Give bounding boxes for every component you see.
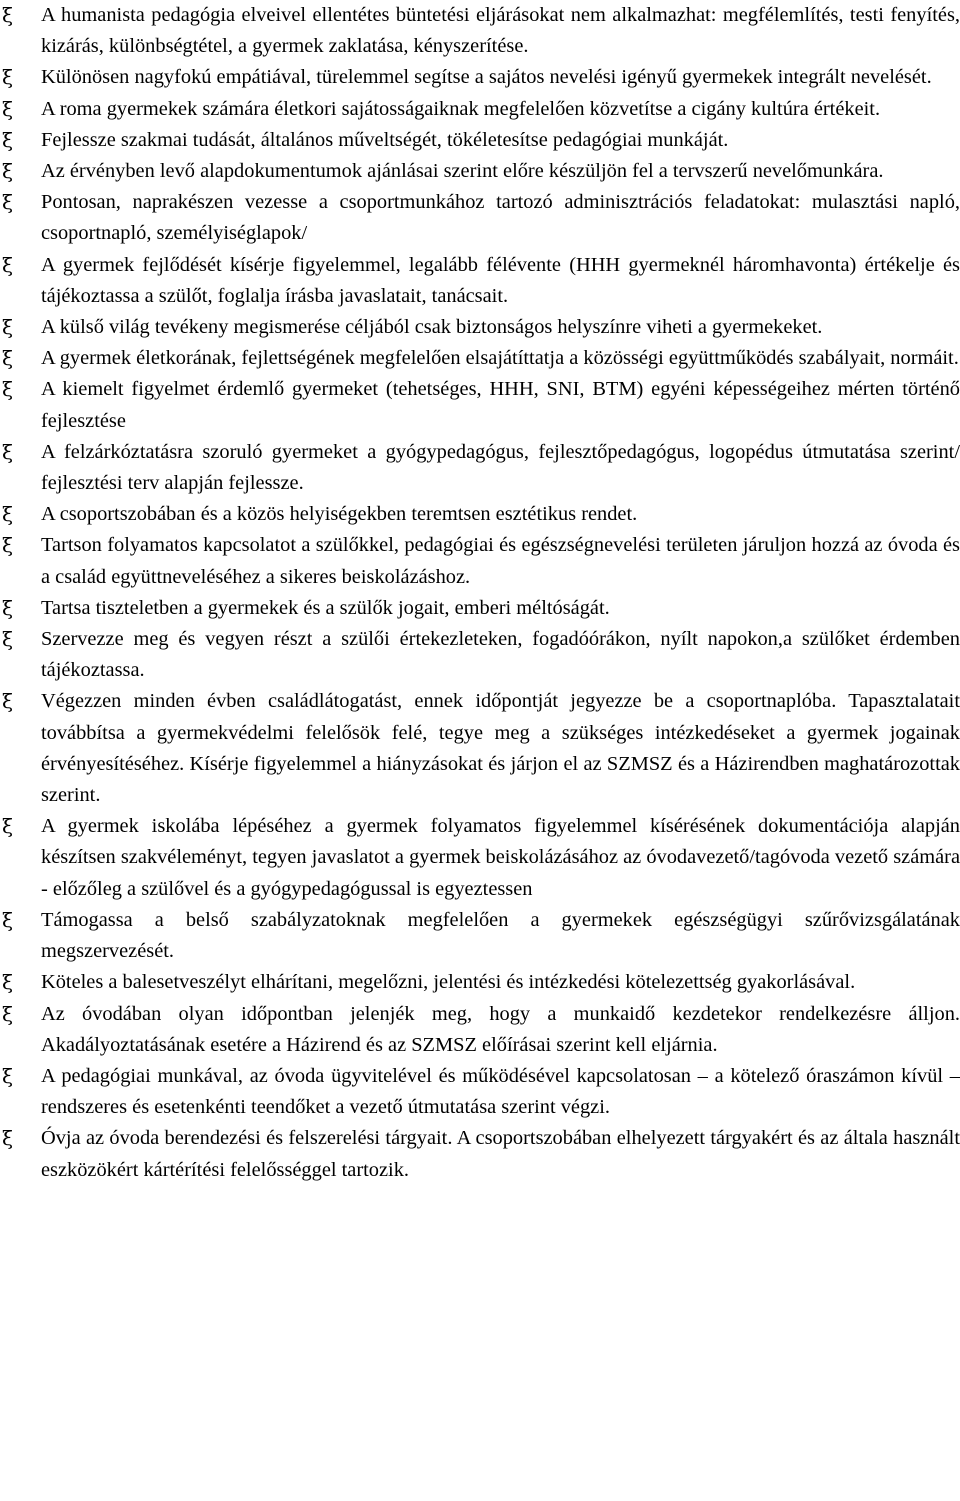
list-item [0,999,960,1061]
list-item [0,125,960,156]
list-item [0,156,960,187]
bullet-icon: ξ [2,190,14,215]
list-item [0,499,960,530]
bullet-icon: ξ [2,689,14,714]
list-item-text: Óvja az óvoda berendezési és felszerelési tárgyait. A csoportszobában elhelyezett tárgyakért és az általa használt eszközökért kártérítési felelősséggel tartozik. [41,1127,960,1181]
list-item [0,1061,960,1123]
list-item-text: Tartson folyamatos kapcsolatot a szülőkkel, pedagógiai és egészségnevelési területen járuljon hozzá az óvoda és a család együttneveléséhez a sikeres beiskolázáshoz. [41,534,960,588]
bullet-icon: ξ [2,159,14,184]
bullet-icon: ξ [2,533,14,558]
list-item [0,811,960,905]
list-item [0,62,960,93]
bullet-icon: ξ [2,377,14,402]
list-item-text: Köteles a balesetveszélyt elhárítani, megelőzni, jelentési és intézkedési kötelezettség gyakorlásával. [41,971,856,994]
list-item-text: A humanista pedagógia elveivel ellentétes büntetési eljárásokat nem alkalmazhat: megfélemlítés, testi fenyítés, kizárás, különbségtétel, a gyermek zaklatása, kényszerítése. [41,4,960,58]
bullet-icon: ξ [2,346,14,371]
list-item-text: A roma gyermekek számára életkori sajátosságaiknak megfelelően közvetítse a cigány kultúra értékeit. [41,97,881,120]
bullet-icon: ξ [2,1126,14,1151]
list-item [0,967,960,998]
list-item-text: A külső világ tevékeny megismerése céljából csak biztonságos helyszínre viheti a gyermekeket. [41,316,823,339]
list-item [0,624,960,686]
bullet-icon: ξ [2,907,14,932]
list-item-text: Különösen nagyfokú empátiával, türelemmel segítse a sajátos nevelési igényű gyermekek integrált nevelését. [41,66,932,89]
bullet-icon: ξ [2,595,14,620]
bullet-icon: ξ [2,439,14,464]
list-item-text: Pontosan, naprakészen vezesse a csoportmunkához tartozó adminisztrációs feladatokat: mulasztási napló, csoportnapló, személyiséglapok/ [41,191,960,245]
list-item [0,905,960,967]
list-item-text: A gyermek életkorának, fejlettségének megfelelően elsajátíttatja a közösségi együttműködés szabályait, normáit. [41,347,959,370]
bullet-icon: ξ [2,502,14,527]
list-item [0,187,960,249]
bullet-icon: ξ [2,1001,14,1026]
bullet-icon: ξ [2,3,14,27]
list-item-text: Szervezze meg és vegyen részt a szülői értekezleteken, fogadóórákon, nyílt napokon,a szülőket érdemben tájékoztassa. [41,628,960,682]
bullet-icon: ξ [2,252,14,277]
list-item-text: Az óvodában olyan időpontban jelenjék meg, hogy a munkaidő kezdetekor rendelkezésre álljon. Akadályoztatásának esetére a Házirend és az SZMSZ előírásai szerint kell eljárnia. [41,1002,960,1056]
list-item [0,593,960,624]
list-item [0,0,960,62]
list-item-text: A kiemelt figyelmet érdemlő gyermeket (tehetséges, HHH, SNI, BTM) egyéni képességeihez mérten történő fejlesztése [41,378,960,432]
list-item-text: Tartsa tiszteletben a gyermekek és a szülők jogait, emberi méltóságát. [41,596,610,619]
list-item [0,1123,960,1185]
bullet-icon: ξ [2,814,14,839]
list-item-text: Fejlessze szakmai tudását, általános műveltségét, tökéletesítse pedagógiai munkáját. [41,128,729,151]
bullet-icon: ξ [2,96,14,121]
bullet-icon: ξ [2,65,14,90]
bullet-icon: ξ [2,970,14,995]
list-item [0,312,960,343]
list-item [0,250,960,312]
list-item-text: A pedagógiai munkával, az óvoda ügyvitelével és működésével kapcsolatosan – a kötelező óraszámon kívül – rendszeres és esetenkénti teendőket a vezető útmutatása szerint végzi. [41,1064,960,1119]
list-item-text: A gyermek fejlődését kísérje figyelemmel, legalább félévente (HHH gyermeknél háromhavonta) értékelje és tájékoztassa a szülőt, foglalja írásba javaslatait, tanácsait. [41,253,960,307]
list-item [0,686,960,811]
bullet-icon: ξ [2,127,14,152]
list-item-text: Végezzen minden évben családlátogatást, ennek időpontját jegyezze be a csoportnaplóba. Tapasztalatait továbbítsa a gyermekvédelmi felelősök felé, tegye meg a szükséges intézkedéseket a gyermek jogainak érvényesítéséhez. Kísérje figyelemmel a hiányzásokat és járjon el az SZMSZ és a Házirendben maghatározottak szerint. [41,690,960,807]
list-item [0,437,960,499]
list-item [0,374,960,436]
bullet-icon: ξ [2,315,14,340]
list-item [0,530,960,592]
list-item [0,94,960,125]
bullet-icon: ξ [2,627,14,652]
list-item [0,343,960,374]
list-item-text: Támogassa a belső szabályzatoknak megfelelően a gyermekek egészségügyi szűrővizsgálatának megszervezését. [41,908,960,963]
list-item-text: A felzárkóztatásra szoruló gyermeket a gyógypedagógus, fejlesztőpedagógus, logopédus útmutatása szerint/ fejlesztési terv alapján fejlessze. [41,440,960,495]
bullet-icon: ξ [2,1063,14,1088]
list-item-text: Az érvényben levő alapdokumentumok ajánlásai szerint előre készüljön fel a tervszerű nevelőmunkára. [41,160,884,183]
list-item-text: A gyermek iskolába lépéséhez a gyermek folyamatos figyelemmel kísérésének dokumentációja alapján készítsen szakvéleményt, tegyen javaslatot a gyermek beiskolázásához az óvodavezető/tagóvoda vezető számára - előzőleg a szülővel és a gyógypedagógussal is egyeztessen [41,815,960,900]
list-item-text: A csoportszobában és a közös helyiségekben teremtsen esztétikus rendet. [41,503,638,526]
